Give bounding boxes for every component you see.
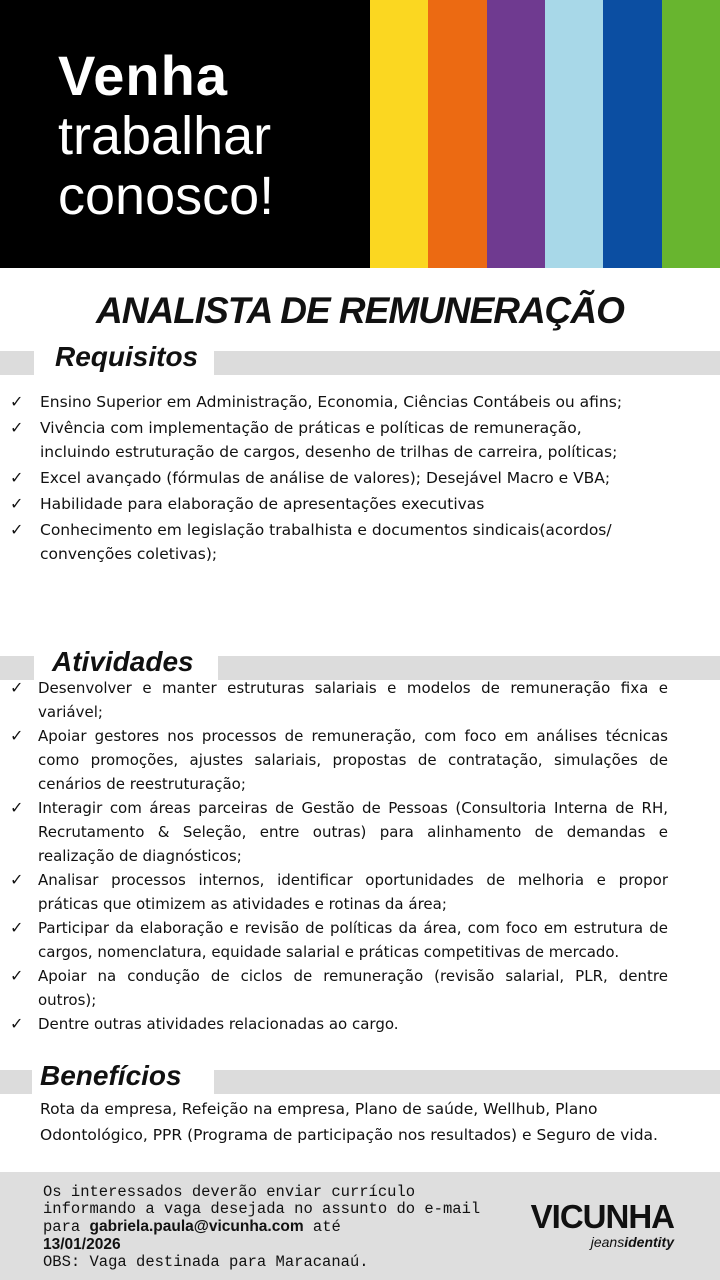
list-item: ✓ Desenvolver e manter estruturas salariais e modelos de remuneração fixa e variável; [10,678,668,721]
list-item: ✓ Ensino Superior em Administração, Economia, Ciências Contábeis ou afins; [0,390,650,414]
list-item: ✓ Excel avançado (fórmulas de análise de valores); Desejável Macro e VBA; [0,466,650,490]
hero-line-1: Venha [58,44,228,107]
checkmark-icon: ✓ [10,392,24,411]
color-stripes [370,0,720,268]
location-note: OBS: Vaga destinada para Maracanaú. [43,1253,369,1271]
stripe-yellow [370,0,428,268]
header-banner [0,0,720,268]
stripe-blue [603,0,661,268]
list-item: ✓ Vivência com implementação de práticas e políticas de remuneração, incluindo estruturação de cargos, desenho de trilhas de carreira, políticas; [10,418,618,461]
list-item: ✓ Conhecimento em legislação trabalhista e documentos sindicais(acordos/ convenções coletivas); [10,520,612,563]
logo-brand: VICUNHA [530,1198,674,1235]
section-heading: Requisitos [55,341,199,372]
section-bar-left [0,351,34,375]
section-requisitos-header [0,341,720,375]
stripe-green [662,0,720,268]
hero-line-3: conosco! [58,166,275,226]
list-item: ✓ Apoiar na condução de ciclos de remuneração (revisão salarial, PLR, dentre outros); [10,966,668,1009]
list-item: ✓ Participar da elaboração e revisão de políticas da área, com foco em estrutura de cargos, nomenclatura, equidade salarial e práticas competitivas de mercado. [10,918,668,961]
application-instructions [43,1184,503,1271]
atividades-list [0,676,668,1036]
checkmark-icon: ✓ [10,798,24,817]
checkmark-icon: ✓ [10,468,24,487]
instructions-until: até [303,1218,341,1236]
checkmark-icon: ✓ [10,870,24,889]
stripe-purple [487,0,545,268]
checkmark-icon: ✓ [10,966,24,985]
instructions-intro: Os interessados deverão enviar currículo informando a vaga desejada no assunto do e-mail para [43,1183,481,1236]
section-bar-right [214,351,720,375]
checkmark-icon: ✓ [10,520,24,539]
contact-email-link[interactable]: gabriela.paula@vicunha.com [89,1218,304,1235]
checkmark-icon: ✓ [10,918,24,937]
list-item: ✓ Interagir com áreas parceiras de Gestão de Pessoas (Consultoria Interna de RH, Recrutamento & Seleção, entre outras) para alinhamento de demandas e realização de diagnósticos; [10,798,668,865]
checkmark-icon: ✓ [10,494,24,513]
list-item: ✓ Dentre outras atividades relacionadas ao cargo. [0,1012,668,1036]
checkmark-icon: ✓ [10,418,24,437]
checkmark-icon: ✓ [10,678,24,697]
hero-headline [58,46,274,226]
section-bar-left [0,1070,32,1094]
logo-tagline: jeansidentity [590,1234,674,1250]
section-beneficios-header [0,1060,720,1094]
deadline-date: 13/01/2026 [43,1236,121,1253]
vicunha-logo [531,1200,674,1250]
hero-line-2: trabalhar [58,106,272,166]
beneficios-text: Rota da empresa, Refeição na empresa, Plano de saúde, Wellhub, Plano Odontológico, PPR (Programa de participação nos resultados) e Seguro de vida. [40,1100,658,1144]
section-bar-right [214,1070,720,1094]
section-heading: Atividades [52,646,194,677]
list-item: ✓ Apoiar gestores nos processos de remuneração, com foco em análises técnicas como promoções, ajustes salariais, propostas de contratação, simulações de cenários de reestruturação; [10,726,668,793]
list-item: ✓ Habilidade para elaboração de apresentações executivas [0,492,650,516]
checkmark-icon: ✓ [10,1014,24,1033]
checkmark-icon: ✓ [10,726,24,745]
requisitos-list [0,390,650,568]
stripe-orange [428,0,486,268]
section-heading: Benefícios [40,1060,182,1091]
stripe-light-blue [545,0,603,268]
job-title: ANALISTA DE REMUNERAÇÃO [96,290,624,331]
list-item: ✓ Analisar processos internos, identificar oportunidades de melhoria e propor práticas que otimizem as atividades e rotinas da área; [10,870,668,913]
